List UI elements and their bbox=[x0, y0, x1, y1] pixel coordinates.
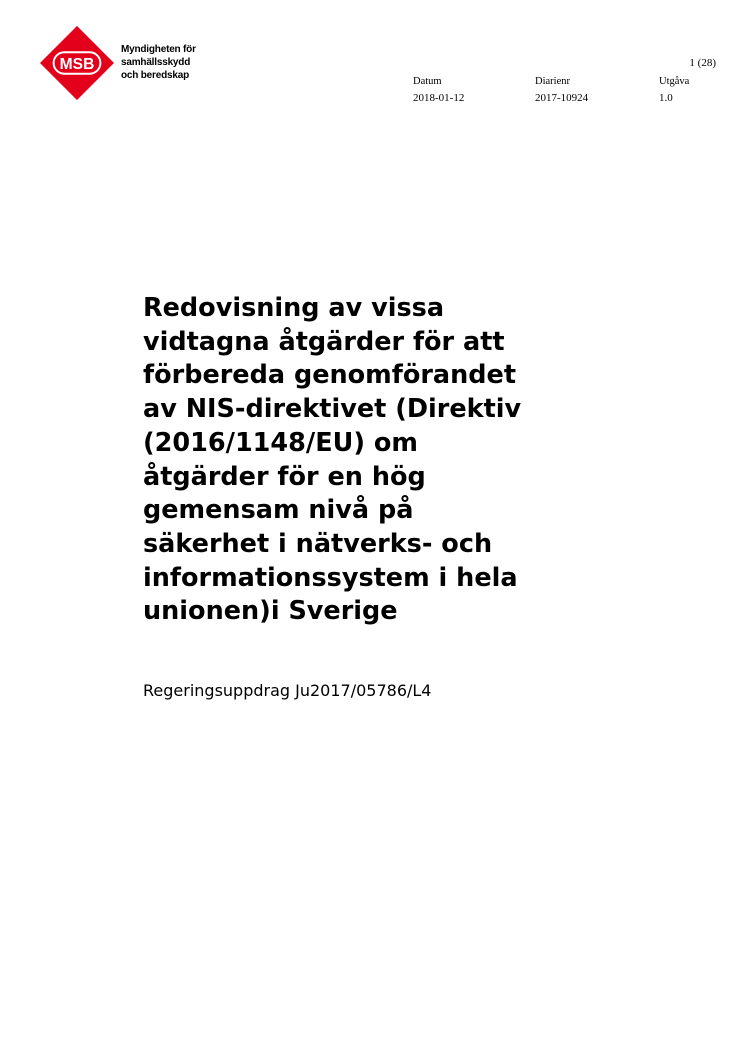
agency-name bbox=[121, 43, 196, 82]
title-line: unionen)i Sverige bbox=[143, 596, 398, 627]
agency-name-line: Myndigheten för bbox=[121, 44, 196, 55]
page-number: 1 (28) bbox=[689, 57, 716, 69]
agency-name-line: och beredskap bbox=[121, 70, 189, 81]
document-subtitle: Regeringsuppdrag Ju2017/05786/L4 bbox=[143, 681, 432, 700]
diarienr-value: 2017-10924 bbox=[535, 92, 589, 104]
diarienr-label: Diarienr bbox=[535, 76, 570, 87]
meta-diarienr bbox=[535, 74, 588, 106]
utgava-label: Utgåva bbox=[659, 76, 690, 87]
agency-name-line: samhällsskydd bbox=[121, 57, 191, 68]
document-title bbox=[143, 292, 643, 629]
title-line: Redovisning av vissa bbox=[143, 293, 445, 323]
title-line: av NIS-direktivet (Direktiv bbox=[143, 394, 522, 425]
title-line: förbereda genomförandet bbox=[143, 360, 517, 391]
meta-datum bbox=[413, 74, 464, 106]
title-line: (2016/1148/EU) om bbox=[143, 427, 418, 458]
msb-logo-icon bbox=[38, 24, 116, 102]
title-line: vidtagna åtgärder för att bbox=[143, 326, 505, 357]
logo-abbreviation: MSB bbox=[59, 55, 95, 73]
datum-label: Datum bbox=[413, 76, 442, 87]
title-line: säkerhet i nätverks- och bbox=[143, 528, 493, 559]
utgava-value: 1.0 bbox=[659, 92, 673, 104]
title-line: informationssystem i hela bbox=[143, 562, 518, 593]
datum-value: 2018-01-12 bbox=[413, 92, 465, 104]
meta-utgava bbox=[659, 74, 689, 106]
title-line: gemensam nivå på bbox=[143, 495, 414, 526]
title-line: åtgärder för en hög bbox=[143, 461, 426, 492]
